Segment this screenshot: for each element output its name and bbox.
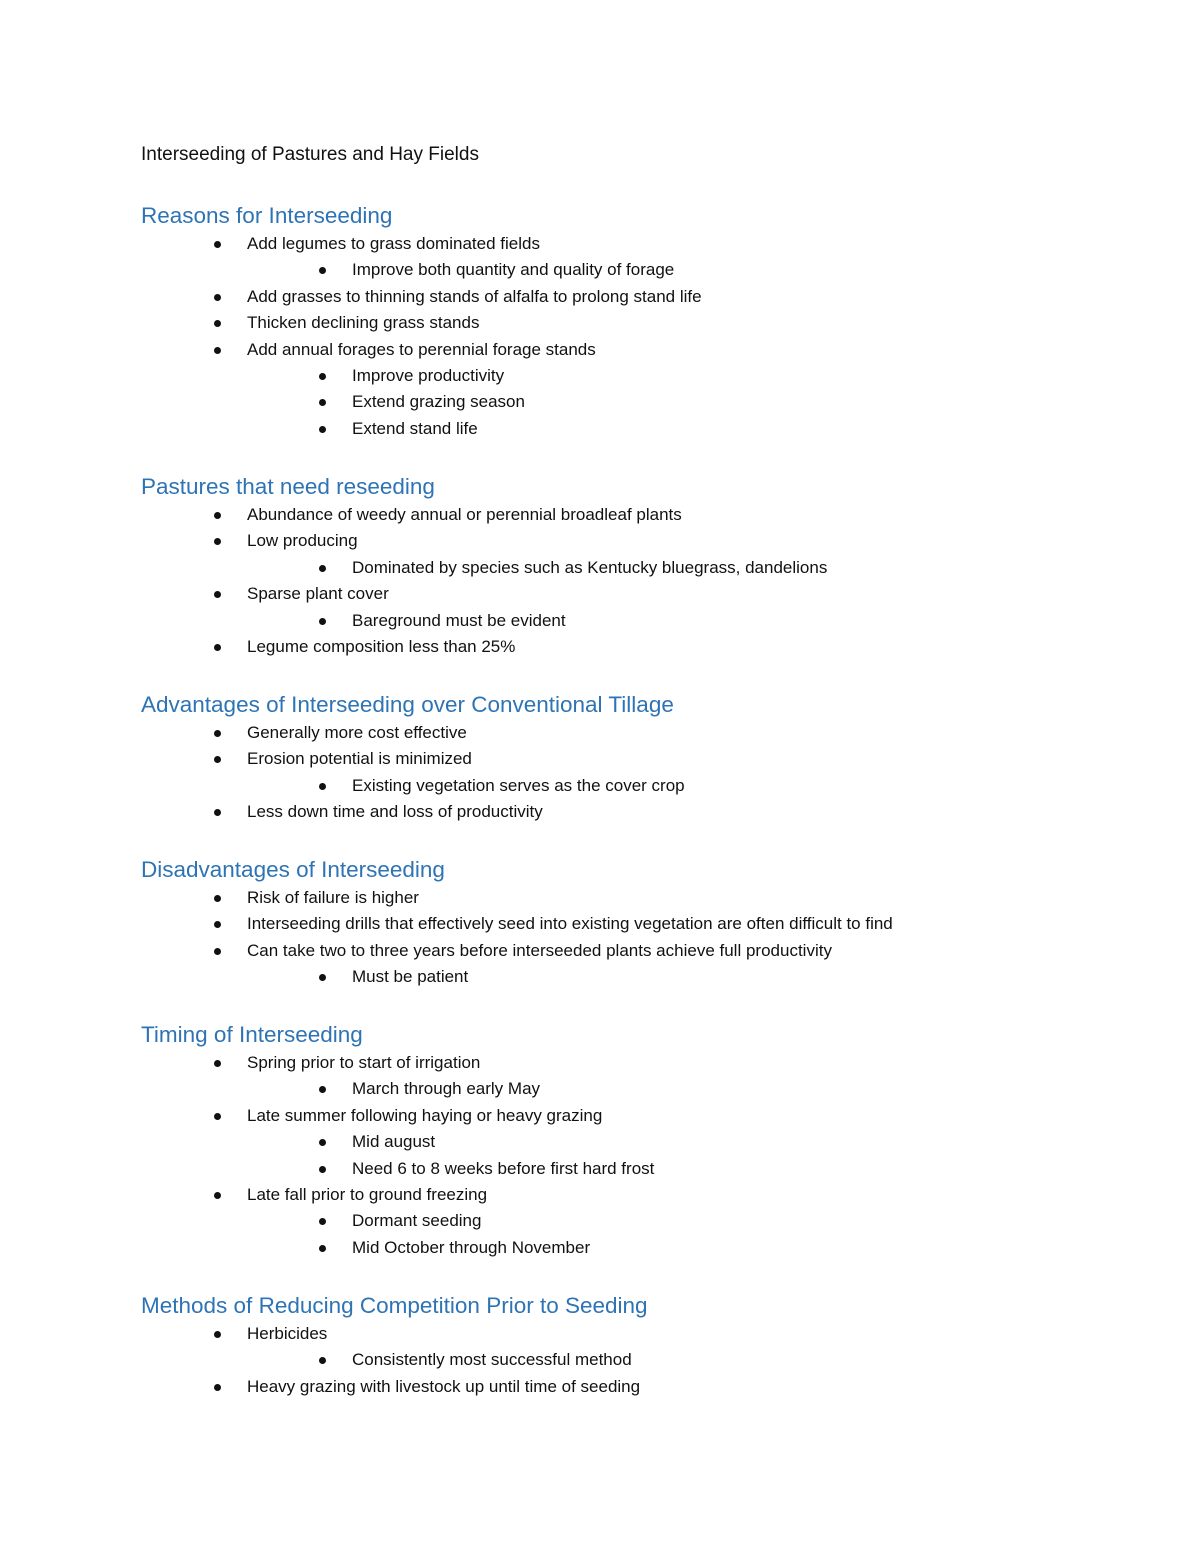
bullet-icon <box>319 267 326 274</box>
bullet-icon <box>214 756 221 763</box>
list-item <box>141 911 1141 937</box>
bullet-icon <box>214 294 221 301</box>
bullet-icon <box>214 809 221 816</box>
bullet-icon <box>319 618 326 625</box>
bullet-icon <box>214 320 221 327</box>
list-item <box>141 1182 1141 1208</box>
sub-list-item <box>141 555 1141 581</box>
list-item-text: Need 6 to 8 weeks before first hard frost <box>352 1158 655 1178</box>
list-item <box>141 337 1141 363</box>
bullet-list <box>141 1321 1141 1400</box>
list-item <box>141 1321 1141 1347</box>
section <box>141 1020 1141 1261</box>
sub-list-item <box>141 416 1141 442</box>
list-item-text: Add annual forages to perennial forage stands <box>247 339 596 359</box>
list-item-text: Risk of failure is higher <box>247 888 419 907</box>
list-item-text: Must be patient <box>352 967 469 987</box>
list-item-text: Interseeding drills that effectively seed into existing vegetation are often difficult to find <box>247 914 893 934</box>
bullet-icon <box>214 591 221 598</box>
list-item <box>141 1050 1141 1076</box>
bullet-list <box>141 720 1141 826</box>
page-title: Interseeding of Pastures and Hay Fields <box>141 144 479 165</box>
bullet-icon <box>214 538 221 545</box>
list-item <box>141 284 1141 310</box>
bullet-icon <box>319 1166 326 1173</box>
sub-list-item <box>141 1235 1141 1261</box>
list-item <box>141 1374 1141 1400</box>
bullet-icon <box>214 1113 221 1120</box>
section-heading: Disadvantages of Interseeding <box>141 857 445 882</box>
bullet-icon <box>214 644 221 651</box>
bullet-icon <box>214 895 221 902</box>
section-heading: Pastures that need reseeding <box>141 474 435 499</box>
bullet-icon <box>319 1218 326 1225</box>
bullet-icon <box>214 241 221 248</box>
bullet-icon <box>319 565 326 572</box>
section <box>141 201 1141 442</box>
bullet-list <box>141 885 1141 991</box>
list-item-text: Low producing <box>247 531 358 551</box>
bullet-icon <box>319 1357 326 1364</box>
sub-list-item <box>141 1076 1141 1102</box>
list-item-text: Late fall prior to ground freezing <box>247 1184 488 1204</box>
list-item-text: Extend stand life <box>352 418 478 438</box>
bullet-icon <box>214 948 221 955</box>
bullet-icon <box>214 730 221 737</box>
bullet-icon <box>214 347 221 354</box>
list-item-text: Bareground must be evident <box>352 610 566 630</box>
list-item-text: Dominated by species such as Kentucky bluegrass, dandelions <box>352 557 828 577</box>
list-item-text: Existing vegetation serves as the cover crop <box>352 775 685 795</box>
sub-list-item <box>141 389 1141 415</box>
list-item <box>141 634 1141 660</box>
section-heading: Advantages of Interseeding over Conventional Tillage <box>141 692 674 717</box>
bullet-icon <box>214 1060 221 1067</box>
section-heading: Reasons for Interseeding <box>141 203 393 228</box>
sub-list-item <box>141 363 1141 389</box>
bullet-icon <box>319 1245 326 1252</box>
sub-list-item <box>141 964 1141 990</box>
list-item <box>141 938 1141 964</box>
list-item <box>141 528 1141 554</box>
section-heading: Timing of Interseeding <box>141 1022 363 1047</box>
bullet-list <box>141 231 1141 442</box>
bullet-icon <box>214 1384 221 1391</box>
list-item-text: Heavy grazing with livestock up until time of seeding <box>247 1376 641 1396</box>
section <box>141 690 1141 826</box>
bullet-icon <box>319 426 326 433</box>
list-item-text: Generally more cost effective <box>247 723 467 742</box>
sub-list-item <box>141 1129 1141 1155</box>
list-item <box>141 310 1141 336</box>
list-item <box>141 581 1141 607</box>
section-heading: Methods of Reducing Competition Prior to Seeding <box>141 1293 648 1318</box>
sub-list-item <box>141 1347 1141 1373</box>
bullet-list <box>141 1050 1141 1261</box>
list-item-text: Dormant seeding <box>352 1211 482 1231</box>
list-item-text: Improve both quantity and quality of forage <box>352 260 675 280</box>
bullet-icon <box>214 1331 221 1338</box>
list-item-text: Consistently most successful method <box>352 1350 632 1370</box>
bullet-icon <box>319 373 326 380</box>
list-item-text: Erosion potential is minimized <box>247 749 472 769</box>
list-item <box>141 1103 1141 1129</box>
list-item-text: Mid October through November <box>352 1237 591 1257</box>
list-item-text: Extend grazing season <box>352 392 525 412</box>
list-item <box>141 885 1141 911</box>
list-item-text: Legume composition less than 25% <box>247 636 516 656</box>
bullet-icon <box>319 399 326 406</box>
list-item-text: Improve productivity <box>352 365 505 385</box>
sub-list-item <box>141 257 1141 283</box>
section <box>141 855 1141 991</box>
list-item-text: Add legumes to grass dominated fields <box>247 234 540 253</box>
list-item-text: Late summer following haying or heavy grazing <box>247 1105 603 1125</box>
list-item-text: Less down time and loss of productivity <box>247 802 543 822</box>
list-item-text: Add grasses to thinning stands of alfalfa to prolong stand life <box>247 286 702 306</box>
list-item-text: Thicken declining grass stands <box>247 313 480 333</box>
sub-list-item <box>141 773 1141 799</box>
list-item-text: Can take two to three years before interseeded plants achieve full productivity <box>247 940 832 960</box>
section <box>141 472 1141 660</box>
sub-list-item <box>141 1208 1141 1234</box>
bullet-icon <box>319 783 326 790</box>
list-item-text: Abundance of weedy annual or perennial broadleaf plants <box>247 505 682 524</box>
list-item-text: Herbicides <box>247 1324 328 1343</box>
list-item-text: March through early May <box>352 1079 541 1099</box>
bullet-icon <box>319 1139 326 1146</box>
bullet-icon <box>214 921 221 928</box>
list-item-text: Sparse plant cover <box>247 584 389 604</box>
list-item <box>141 746 1141 772</box>
list-item <box>141 502 1141 528</box>
bullet-icon <box>319 1086 326 1093</box>
bullet-icon <box>214 1192 221 1199</box>
list-item-text: Spring prior to start of irrigation <box>247 1053 481 1072</box>
list-item <box>141 799 1141 825</box>
section <box>141 1291 1141 1400</box>
bullet-icon <box>214 512 221 519</box>
sub-list-item <box>141 1156 1141 1182</box>
bullet-icon <box>319 974 326 981</box>
list-item-text: Mid august <box>352 1132 436 1152</box>
sub-list-item <box>141 608 1141 634</box>
bullet-list <box>141 502 1141 660</box>
list-item <box>141 231 1141 257</box>
list-item <box>141 720 1141 746</box>
